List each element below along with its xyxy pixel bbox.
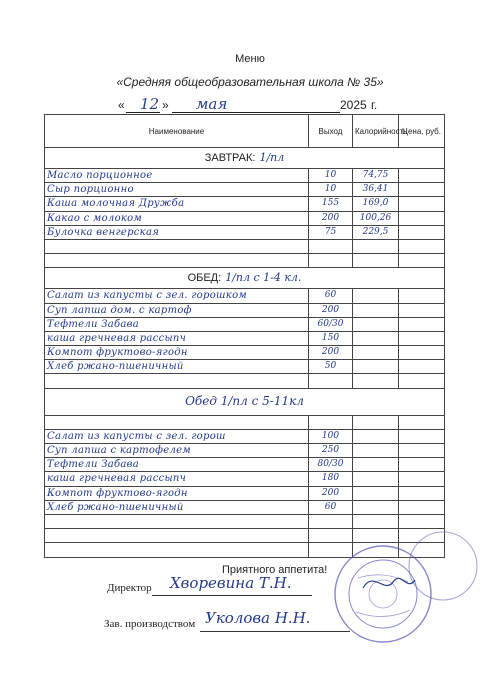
- empty-cell: [45, 254, 309, 268]
- item-yield: 60/30: [309, 317, 353, 331]
- menu-item-row: [45, 197, 445, 211]
- col-yield-header: Выход: [309, 115, 353, 148]
- menu-item-row: [45, 289, 445, 303]
- empty-cell: [353, 254, 399, 268]
- item-calories: 36,41: [353, 183, 399, 197]
- item-calories: [353, 500, 399, 514]
- item-name: Каша молочная Дружба: [45, 197, 309, 211]
- item-calories: 100,26: [353, 211, 399, 225]
- date-open-quote: «: [118, 98, 125, 112]
- item-yield: 60: [309, 289, 353, 303]
- empty-row: [45, 374, 445, 388]
- item-calories: [353, 458, 399, 472]
- empty-cell: [353, 239, 399, 253]
- item-yield: 200: [309, 303, 353, 317]
- item-yield: 75: [309, 225, 353, 239]
- item-name: Компот фруктово-ягодн: [45, 486, 309, 500]
- empty-cell: [353, 415, 399, 429]
- menu-item-row: [45, 183, 445, 197]
- menu-item-row: [45, 331, 445, 345]
- empty-cell: [309, 374, 353, 388]
- menu-item-row: [45, 500, 445, 514]
- breakfast-heading-title: ЗАВТРАК:: [204, 152, 256, 164]
- item-price: [399, 211, 445, 225]
- empty-row: [45, 514, 445, 528]
- item-name: Хлеб ржано-пшеничный: [45, 360, 309, 374]
- item-calories: [353, 360, 399, 374]
- date-year: 2025: [340, 98, 367, 112]
- item-price: [399, 429, 445, 443]
- item-name: Тефтели Забава: [45, 458, 309, 472]
- item-name: Салат из капусты с зел. горошком: [45, 289, 309, 303]
- empty-cell: [399, 254, 445, 268]
- empty-cell: [45, 415, 309, 429]
- item-calories: [353, 331, 399, 345]
- item-name: Какао с молоком: [45, 211, 309, 225]
- item-price: [399, 486, 445, 500]
- empty-cell: [399, 374, 445, 388]
- table-header-row: [45, 115, 445, 148]
- menu-table: [44, 114, 445, 558]
- empty-cell: [45, 514, 309, 528]
- empty-cell: [353, 374, 399, 388]
- item-yield: 200: [309, 211, 353, 225]
- item-calories: [353, 317, 399, 331]
- empty-row: [45, 239, 445, 253]
- empty-cell: [45, 543, 309, 557]
- item-price: [399, 225, 445, 239]
- lunch-heading: [45, 268, 445, 289]
- item-yield: 10: [309, 183, 353, 197]
- menu-item-row: [45, 211, 445, 225]
- item-price: [399, 472, 445, 486]
- item-calories: [353, 472, 399, 486]
- item-name: Суп лапша дом. с картоф: [45, 303, 309, 317]
- item-price: [399, 317, 445, 331]
- item-name: каша гречневая рассыпч: [45, 472, 309, 486]
- empty-row: [45, 415, 445, 429]
- item-calories: [353, 444, 399, 458]
- item-price: [399, 444, 445, 458]
- menu-item-row: [45, 317, 445, 331]
- item-name: Тефтели Забава: [45, 317, 309, 331]
- empty-cell: [399, 239, 445, 253]
- item-price: [399, 331, 445, 345]
- menu-item-row: [45, 486, 445, 500]
- production-signature: Уколова Н.Н.: [205, 609, 311, 627]
- item-name: каша гречневая рассыпч: [45, 331, 309, 345]
- item-calories: 74,75: [353, 169, 399, 183]
- menu-item-row: [45, 169, 445, 183]
- empty-cell: [45, 374, 309, 388]
- item-calories: [353, 486, 399, 500]
- item-yield: 60: [309, 500, 353, 514]
- empty-cell: [309, 415, 353, 429]
- menu-item-row: [45, 472, 445, 486]
- date-line: [118, 95, 388, 114]
- breakfast-heading: [45, 148, 445, 169]
- appetite-wish: Приятного аппетита!: [222, 564, 328, 576]
- item-name: Сыр порционно: [45, 183, 309, 197]
- empty-cell: [399, 415, 445, 429]
- item-price: [399, 303, 445, 317]
- date-suffix: г.: [371, 98, 378, 112]
- breakfast-heading-note: 1/пл: [259, 151, 285, 164]
- item-price: [399, 360, 445, 374]
- director-label: Директор: [107, 582, 152, 594]
- menu-item-row: [45, 225, 445, 239]
- item-price: [399, 458, 445, 472]
- col-name-header: Наименование: [45, 115, 309, 148]
- empty-cell: [45, 239, 309, 253]
- item-calories: 169,0: [353, 197, 399, 211]
- director-signature: Хворевина Т.Н.: [170, 574, 292, 592]
- item-yield: 50: [309, 360, 353, 374]
- item-yield: 10: [309, 169, 353, 183]
- item-yield: 150: [309, 331, 353, 345]
- item-calories: [353, 429, 399, 443]
- item-price: [399, 289, 445, 303]
- lunch2-title: Обед 1/пл с 5-11кл: [45, 388, 445, 415]
- production-label: Зав. производством: [104, 618, 196, 630]
- school-stamp: [318, 528, 468, 646]
- menu-item-row: [45, 360, 445, 374]
- date-day: 12: [140, 95, 160, 113]
- date-close-quote: »: [162, 98, 169, 112]
- school-name: «Средняя общеобразовательная школа № 35»: [116, 75, 384, 89]
- item-name: Булочка венгерская: [45, 225, 309, 239]
- empty-cell: [309, 514, 353, 528]
- item-name: Масло порционное: [45, 169, 309, 183]
- item-yield: 250: [309, 444, 353, 458]
- item-yield: 200: [309, 486, 353, 500]
- menu-item-row: [45, 429, 445, 443]
- item-calories: [353, 289, 399, 303]
- col-price-header: Цена, руб.: [399, 115, 445, 148]
- menu-item-row: [45, 458, 445, 472]
- item-price: [399, 183, 445, 197]
- empty-cell: [309, 239, 353, 253]
- item-name: Компот фруктово-ягодн: [45, 346, 309, 360]
- item-calories: 229,5: [353, 225, 399, 239]
- item-calories: [353, 303, 399, 317]
- item-calories: [353, 346, 399, 360]
- lunch-heading-note: 1/пл с 1-4 кл.: [225, 271, 302, 285]
- item-price: [399, 169, 445, 183]
- menu-item-row: [45, 346, 445, 360]
- empty-cell: [399, 514, 445, 528]
- lunch-heading-title: ОБЕД:: [187, 272, 222, 285]
- item-price: [399, 346, 445, 360]
- date-month: мая: [196, 95, 228, 113]
- item-yield: 155: [309, 197, 353, 211]
- empty-cell: [45, 529, 309, 543]
- item-yield: 100: [309, 429, 353, 443]
- item-name: Суп лапша с картофелем: [45, 444, 309, 458]
- empty-cell: [309, 254, 353, 268]
- item-price: [399, 197, 445, 211]
- breakfast-heading-cell: [45, 148, 445, 169]
- menu-title: Меню: [235, 53, 265, 65]
- lunch2-heading: [45, 388, 445, 415]
- menu-item-row: [45, 303, 445, 317]
- empty-row: [45, 254, 445, 268]
- item-yield: 180: [309, 472, 353, 486]
- menu-item-row: [45, 444, 445, 458]
- item-yield: 80/30: [309, 458, 353, 472]
- item-name: Хлеб ржано-пшеничный: [45, 500, 309, 514]
- item-price: [399, 500, 445, 514]
- item-name: Салат из капусты с зел. горош: [45, 429, 309, 443]
- empty-cell: [353, 514, 399, 528]
- lunch-heading-cell: [45, 268, 445, 289]
- item-yield: 200: [309, 346, 353, 360]
- col-calories-header: Калорийность: [353, 115, 399, 148]
